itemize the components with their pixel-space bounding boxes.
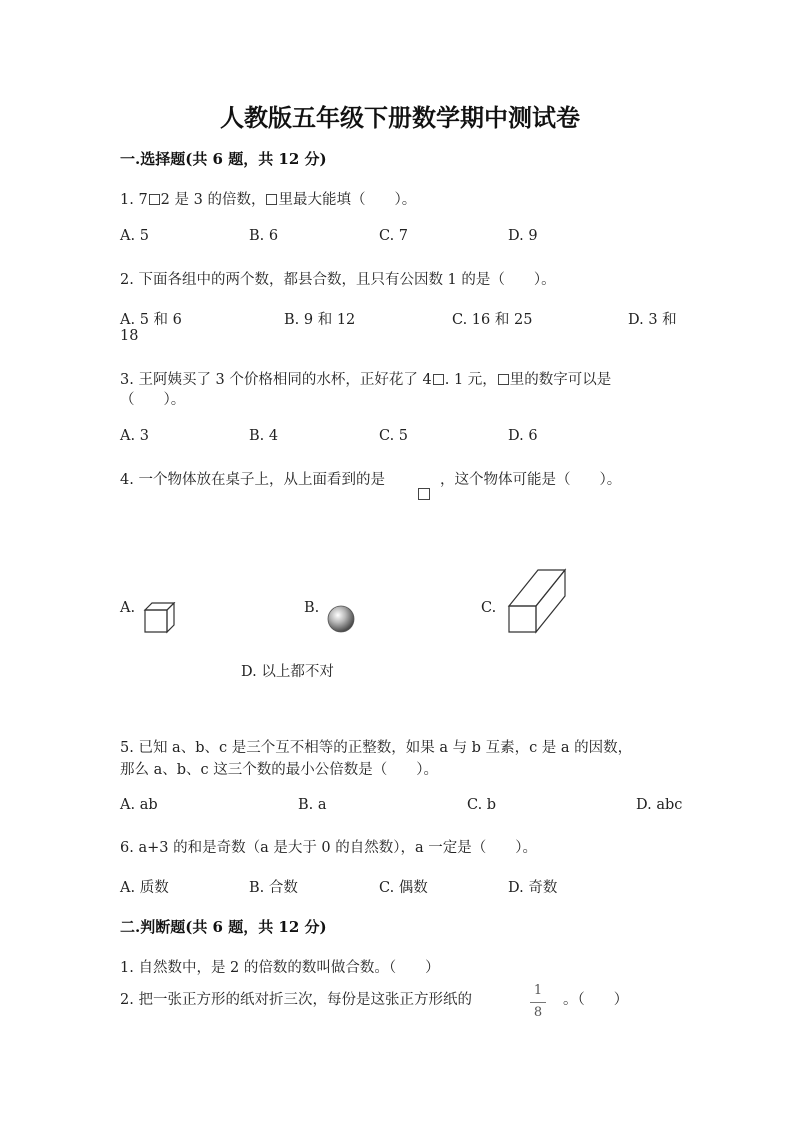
q1-option-a: A. 5 — [120, 228, 149, 244]
question-3-post: . 1 元， — [444, 372, 497, 388]
fraction-numerator: 1 — [533, 983, 543, 998]
q4-option-b: B. — [304, 600, 320, 616]
q5-option-d: D. abc — [636, 797, 683, 813]
question-4-pre: 4. 一个物体放在桌子上，从上面看到的是 — [120, 472, 385, 488]
question-5-line1: 5. 已知 a、b、c 是三个互不相等的正整数，如果 a 与 b 互素，c 是 a 的因数， — [120, 740, 633, 756]
top-view-square-icon — [418, 488, 430, 500]
cube-icon — [143, 602, 177, 634]
section-2-heading: 二.判断题(共 6 题，共 12 分) — [120, 918, 327, 936]
q5-option-c: C. b — [467, 797, 497, 813]
judge-2-tail: 。（ ） — [563, 992, 629, 1008]
question-3-line2: （ ）。 — [120, 392, 186, 408]
question-1-post2: 里最大能填（ ）。 — [278, 192, 417, 208]
blank-box-icon — [149, 194, 160, 205]
q3-option-b: B. 4 — [249, 428, 279, 444]
q2-option-a: A. 5 和 6 — [120, 312, 182, 328]
q2-option-d: D. 3 和 — [628, 312, 677, 328]
q1-option-b: B. 6 — [249, 228, 279, 244]
question-4-post: ，这个物体可能是（ ）。 — [440, 472, 622, 488]
page-title: 人教版五年级下册数学期中测试卷 — [220, 103, 580, 132]
question-1 — [120, 188, 416, 209]
question-3 — [120, 368, 611, 389]
blank-box-icon — [498, 374, 509, 385]
blank-box-icon — [433, 374, 444, 385]
q3-option-a: A. 3 — [120, 428, 149, 444]
question-5-line2: 那么 a、b、c 这三个数的最小公倍数是（ ）。 — [120, 762, 439, 778]
q6-option-d: D. 奇数 — [508, 880, 558, 896]
question-3-pre: 3. 王阿姨买了 3 个价格相同的水杯，正好花了 4 — [120, 372, 432, 388]
blank-box-icon — [266, 194, 277, 205]
q5-option-a: A. ab — [120, 797, 158, 813]
section-1-heading: 一.选择题(共 6 题，共 12 分) — [120, 150, 327, 168]
sphere-icon — [326, 604, 356, 634]
judge-1: 1. 自然数中，是 2 的倍数的数叫做合数。（ ） — [120, 960, 440, 976]
q6-option-c: C. 偶数 — [379, 880, 428, 896]
q2-option-d-wrap: 18 — [120, 328, 139, 344]
q1-option-c: C. 7 — [379, 228, 409, 244]
question-2: 2. 下面各组中的两个数，都县合数，且只有公因数 1 的是（ ）。 — [120, 272, 556, 288]
question-1-post: 2 是 3 的倍数， — [160, 192, 266, 208]
question-1-pre: 1. 7 — [120, 192, 148, 208]
q1-option-d: D. 9 — [508, 228, 538, 244]
q5-option-b: B. a — [298, 797, 327, 813]
q4-option-d: D. 以上都不对 — [241, 664, 334, 680]
q2-option-b: B. 9 和 12 — [284, 312, 356, 328]
q2-option-c: C. 16 和 25 — [452, 312, 533, 328]
q4-option-a: A. — [120, 600, 136, 616]
question-6: 6. a+3 的和是奇数（a 是大于 0 的自然数），a 一定是（ ）。 — [120, 840, 538, 856]
q3-option-c: C. 5 — [379, 428, 409, 444]
fraction-bar — [530, 1002, 546, 1003]
q3-option-d: D. 6 — [508, 428, 538, 444]
cuboid-icon — [506, 568, 568, 634]
fraction-denominator: 8 — [533, 1005, 543, 1020]
question-3-post2: 里的数字可以是 — [509, 372, 612, 388]
q6-option-b: B. 合数 — [249, 880, 298, 896]
q6-option-a: A. 质数 — [120, 880, 169, 896]
q4-option-c: C. — [481, 600, 497, 616]
judge-2: 2. 把一张正方形的纸对折三次，每份是这张正方形纸的 — [120, 992, 472, 1008]
